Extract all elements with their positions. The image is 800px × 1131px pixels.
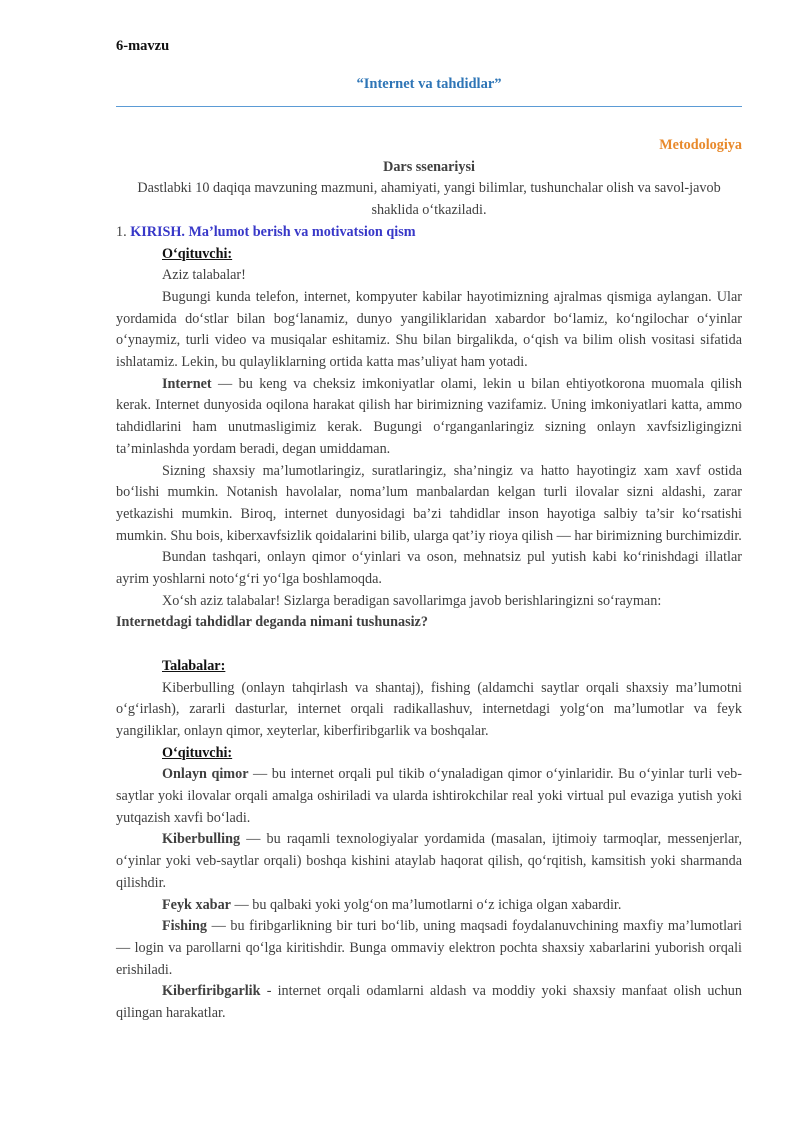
definition-text: — bu qalbaki yoki yolg‘on ma’lumotlarni o‘z ichiga olgan xabardir. [230, 896, 622, 913]
definition-text: — bu internet orqali pul tikib o‘ynaladigan qimor o‘yinlaridir. Bu o‘yinlar turli veb-saytlar yoki ilovalar orqali amalga oshiriladi va ularda ishtirokchilar real yoki virtual pul evaziga yutish yoki yutqazish xavfi bo‘ladi. [116, 766, 742, 826]
paragraph-3: Sizning shaxsiy ma’lumotlaringiz, suratlaringiz, sha’ningiz va hatto hayotingiz xam xavf ostida bo‘lishi mumkin. Notanish havolalar, noma’lum manbalardan kelgan turli ilovalar sizni aldashi, zarar yetkazishi mumkin. Biroq, internet dunyosidagi ba’zi tahdidlar inson hayotiga salbiy ta’sir ko‘rsatishi mumkin. Shu bois, kiberxavfsizlik qoidalarini bilib, ularga qat’iy rioya qilish — har birimizning burchimizdir. [116, 462, 742, 544]
greeting: Aziz talabalar! [162, 267, 246, 284]
paragraph-2 [116, 374, 742, 461]
term-internet: Internet [162, 375, 212, 392]
definition-text: — bu raqamli texnologiyalar yordamida (masalan, ijtimoiy tarmoqlar, messenjerlar, o‘yinlar yoki veb-saytlar orqali) boshqa kishini ataylab haqorat qilish, qo‘rqitish, kamsitish yoki sharmanda qilishdir. [116, 831, 742, 891]
paragraph-4: Bundan tashqari, onlayn qimor o‘yinlari va oson, mehnatsiz pul yutish kabi ko‘rinishdagi illatlar ayrim yoshlarni noto‘g‘ri yo‘lga boshlamoqda. [116, 549, 742, 588]
document-title: “Internet va tahdidlar” [356, 76, 502, 92]
definition-text: - internet orqali odamlarni aldash va moddiy yoki shaxsiy manfaat olish uchun qilingan harakatlar. [116, 983, 742, 1022]
spacer [116, 634, 742, 656]
methodology-label: Metodologiya [659, 137, 742, 153]
discussion-question: Internetdagi tahdidlar deganda nimani tushunasiz? [116, 614, 428, 631]
definition-kiberbulling [116, 829, 742, 894]
paragraph-2-text: — bu keng va cheksiz imkoniyatlar olami, lekin u bilan ehtiyotkorona muomala qilish kerak. Internet dunyosida oqilona harakat qilish har birimizning vazifamiz. Uning imkoniyatlari katta, ammo tahdidlarini ham unutmasligimiz kerak. Bugungi o‘rganganlaringiz sizning onlayn xavfsizligingizni ta’minlashda yordam beradi, degan umiddaman. [116, 375, 742, 457]
definition-term: Kiberfiribgarlik [162, 983, 261, 1000]
header-divider [116, 106, 742, 107]
section-title: KIRISH. Ma’lumot berish va motivatsion qism [130, 223, 416, 240]
topic-label: 6-mavzu [116, 38, 170, 54]
paragraph-5: Xo‘sh aziz talabalar! Sizlarga beradigan savollarimga javob berishlaringizni so‘rayman: [162, 592, 662, 609]
definition-fishing [116, 916, 742, 981]
students-label: Talabalar: [162, 657, 226, 674]
section-heading [116, 222, 742, 244]
teacher-label-row-2 [116, 743, 742, 765]
document-body [116, 135, 742, 1025]
definition-kiberfiribgarlik [116, 981, 742, 1024]
teacher-label: O‘qituvchi: [162, 245, 233, 262]
teacher-label-row [116, 244, 742, 266]
students-label-row [116, 656, 742, 678]
definition-onlayn-qimor [116, 764, 742, 829]
definition-term: Feyk xabar [162, 896, 231, 913]
definition-term: Onlayn qimor [162, 766, 249, 783]
students-answer: Kiberbulling (onlayn tahqirlash va shantaj), fishing (aldamchi saytlar orqali shaxsiy ma’lumotni o‘g‘irlash), zararli dasturlar, internet orqali radikallashuv, internetdagi yolg‘on ma’lumotlar va feyk yangiliklar, onlayn qimor, xeyterlar, kiberfiribgarlik va boshqalar. [116, 679, 742, 739]
paragraph-1: Bugungi kunda telefon, internet, kompyuter kabilar hayotimizning ajralmas qismiga aylangan. Ular yordamida do‘stlar bilan bog‘lanamiz, dunyo yangiliklaridan xabardor bo‘lamiz, ko‘ngilochar o‘yinlar o‘ynaymiz, turli video va musiqalar eshitamiz. Shu bilan birgalikda, o‘qish va bilim olish vositasi sifatida ishlatamiz. Lekin, bu qulayliklarning ortida katta mas’uliyat ham yotadi. [116, 288, 742, 371]
scenario-intro: Dastlabki 10 daqiqa mavzuning mazmuni, ahamiyati, yangi bilimlar, tushunchalar olish va savol-javob shaklida o‘tkaziladi. [137, 180, 721, 219]
section-number: 1. [116, 223, 127, 240]
definition-text: — bu firibgarlikning bir turi bo‘lib, uning maqsadi foydalanuvchining maxfiy ma’lumotlari — login va parollarni qo‘lga kiritishdir. Bunga ommaviy elektron pochta shaxsiy xabarlarini yuborish orqali erishiladi. [116, 918, 742, 978]
scenario-heading: Dars ssenariysi [383, 158, 475, 175]
definition-term: Fishing [162, 918, 207, 935]
teacher-label-2: O‘qituvchi: [162, 744, 233, 761]
definition-feyk-xabar [116, 895, 742, 917]
definition-term: Kiberbulling [162, 831, 241, 848]
